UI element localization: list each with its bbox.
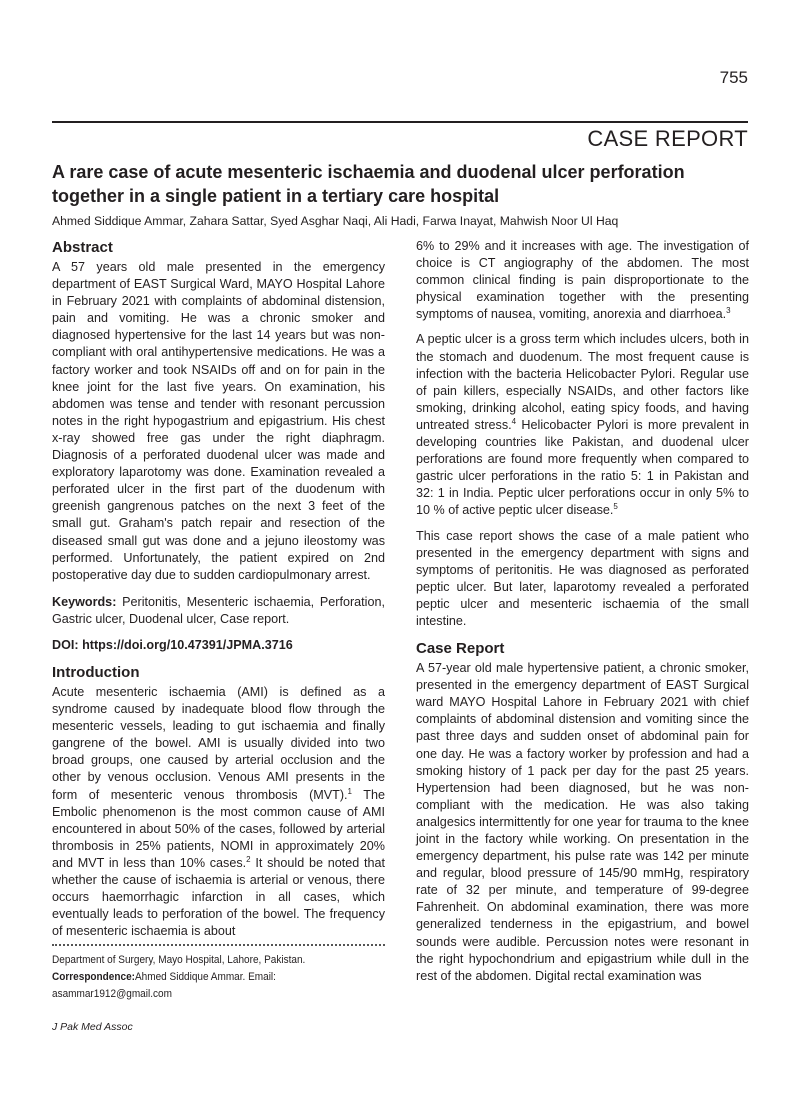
correspondence-text: Ahmed Siddique Ammar. Email: asammar1912@gmail.com bbox=[52, 971, 276, 1001]
right-column bbox=[416, 238, 749, 985]
introduction-paragraph-1 bbox=[52, 684, 385, 940]
intro-p1-part-b: The Embolic phenomenon is the most common cause of AMI encountered in about 50% of the cases, followed by arterial thrombosis in 25% patients, NOMI in approximately 20% and MVT in less than 10% cases. bbox=[52, 787, 385, 870]
case-report-text: A 57-year old male hypertensive patient, a chronic smoker, presented in the emergency department of EAST Surgical ward MAYO Hospital Lahore in February 2021 with chief complaints of abdominal distension and vomiting since the past three days and sudden onset of abdominal pain for one day. He was a factory worker by profession and had a smoking history of 1 pack per day for the past 25 years. Hypertension had been diagnosed, but he was non-compliant with the medication. He was also taking analgesics intermittently for one year for trauma to the knee joint in the factory while working. On presentation in the emergency department, his pulse rate was 142 per minute and regular, blood pressure of 145/90 mmHg, respiratory rate of 32 per minute, and temperature of 99-degree Fahrenheit. On abdominal examination, there was more generalized tenderness in the epigastrium, and bowel sounds were audible. Percussion notes were resonant in the right hypochondrium and epigastrium while dull in the rest of the abdomen. Digital rectal examination was bbox=[416, 661, 749, 983]
journal-footer: J Pak Med Assoc bbox=[52, 1021, 133, 1033]
citation-4: 4 bbox=[511, 416, 517, 426]
correspondence bbox=[52, 969, 386, 1003]
doi bbox=[52, 637, 385, 654]
abstract-heading: Abstract bbox=[52, 239, 113, 256]
intro-p2-part-b: Helicobacter Pylori is more prevalent in developing countries like Pakistan, and duodenal ulcer perforations are found more frequently when compared to gastric ulcer perforations in the ratio 5: 1 in Pakistan and 32: 1 in India. Peptic ulcer perforations occur in only 5% to 10 % of active peptic ulcer disease. bbox=[416, 417, 749, 518]
introduction-heading: Introduction bbox=[52, 663, 140, 681]
citation-1: 1 bbox=[347, 786, 352, 796]
keywords-text: Peritonitis, Mesenteric ischaemia, Perforation, Gastric ulcer, Duodenal ulcer, Case report. bbox=[52, 594, 385, 626]
introduction-paragraph-1-continued bbox=[416, 238, 749, 323]
affiliation bbox=[52, 952, 386, 1003]
intro-p2-part-a: A peptic ulcer is a gross term which includes ulcers, both in the stomach and duodenum. The most frequent cause is infection with the bacteria Helicobacter Pylori. Regular use of pain killers, especially NSAIDs, and other factors like smoking, drinking alcohol, eating spicy foods, and having untreated stress. bbox=[416, 332, 749, 432]
author-list: Ahmed Siddique Ammar, Zahara Sattar, Syed Asghar Naqi, Ali Hadi, Farwa Inayat, Mahwish Noor Ul Haq bbox=[52, 214, 619, 228]
case-report-heading: Case Report bbox=[416, 640, 505, 658]
doi-text: DOI: https://doi.org/10.47391/JPMA.3716 bbox=[52, 637, 293, 652]
affiliation-department: Department of Surgery, Mayo Hospital, Lahore, Pakistan. bbox=[52, 954, 306, 967]
introduction-paragraph-2 bbox=[416, 331, 749, 519]
abstract-text: A 57 years old male presented in the emergency department of EAST Surgical Ward, MAYO Hospital Lahore in February 2021 with complaints of abdominal distension, pain and vomiting. He was a chronic smoker and diagnosed hypertensive for the last 14 years but was non-compliant with oral antihypertensive medications. He was a factory worker and took NSAIDs off and on for pain in the knee joint for the last five years. On examination, his abdomen was tense and tender with resonant percussion notes in the right hypogastrium and epigastrium. His chest x-ray showed free gas under the right diaphragm. Diagnosis of a perforated duodenal ulcer was made and exploratory laparotomy was done. Examination revealed a perforated ulcer in the first part of the duodenum with greenish gangrenous patches on the next 3 feet of the small gut. Graham's patch repair and resection of the diseased small gut was done and a jejuno ileostomy was performed. Unfortunately, the patient expired on 2nd postoperative day due to sudden cardiopulmonary arrest. bbox=[52, 260, 385, 582]
introduction-paragraph-3: This case report shows the case of a male patient who presented in the emergency department with signs and symptoms of peritonitis. He was diagnosed as perforated peptic ulcer. But later, laparotomy revealed a perforated peptic ulcer and mesenteric ischaemia of the small intestine. bbox=[416, 528, 749, 628]
correspondence-label: Correspondence: bbox=[52, 971, 135, 984]
page-number: 755 bbox=[719, 68, 748, 87]
left-column bbox=[52, 238, 385, 1003]
header-rule bbox=[52, 121, 748, 123]
keywords-label: Keywords: bbox=[52, 594, 117, 609]
article-title: A rare case of acute mesenteric ischaemia and duodenal ulcer perforation together in a single patient in a tertiary care hospital bbox=[52, 162, 685, 206]
intro-p1-part-c: It should be noted that whether the cause of ischaemia is arterial or venous, there occurs haemorrhagic infarction in all cases, which eventually leads to perforation of the bowel. The frequency of mesenteric ischaemia is about bbox=[52, 855, 385, 939]
intro-p1-part-a: Acute mesenteric ischaemia (AMI) is defined as a syndrome caused by inadequate blood flow through the mesenteric vessels, leading to gut ischaemia and finally gangrene of the bowel. AMI is usually divided into two broad groups, one caused by arterial occlusion and the other by venous occlusion. Venous AMI presents in the form of mesenteric venous thrombosis (MVT). bbox=[52, 684, 385, 802]
footnote-divider bbox=[52, 944, 385, 946]
intro-p1-continued-text: 6% to 29% and it increases with age. The investigation of choice is CT angiography of the abdomen. The most common clinical finding is pain disproportionate to the physical examination together with the presenting symptoms of nausea, vomiting, anorexia and diarrhoea. bbox=[416, 239, 749, 322]
citation-5: 5 bbox=[613, 502, 618, 512]
section-label: CASE REPORT bbox=[587, 126, 748, 151]
keywords bbox=[52, 594, 385, 628]
citation-2: 2 bbox=[246, 854, 251, 864]
citation-3: 3 bbox=[726, 306, 731, 316]
